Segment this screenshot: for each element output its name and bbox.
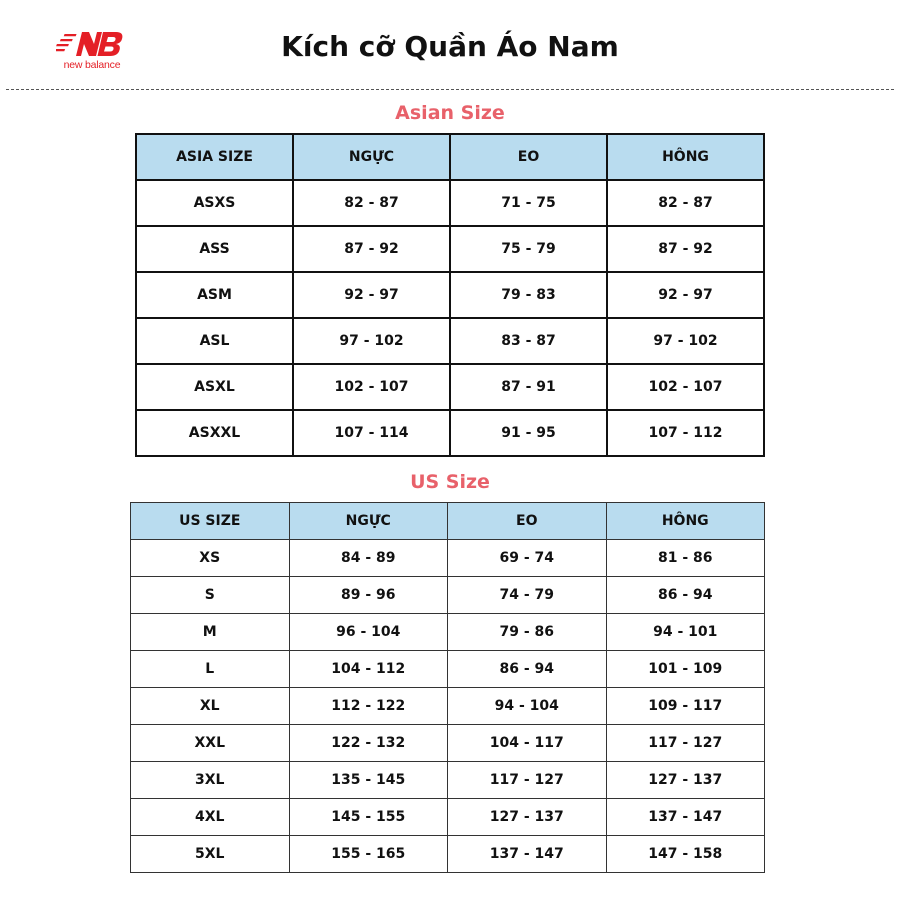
- chest-cell: 122 - 132: [289, 725, 448, 762]
- table-row: [136, 410, 764, 456]
- waist-cell: 74 - 79: [448, 577, 607, 614]
- table-row: [131, 540, 765, 577]
- chest-cell: 89 - 96: [289, 577, 448, 614]
- column-header: ASIA SIZE: [136, 134, 293, 180]
- chest-cell: 107 - 114: [293, 410, 450, 456]
- table-row: [131, 799, 765, 836]
- column-header: HÔNG: [606, 503, 765, 540]
- hip-cell: 147 - 158: [606, 836, 765, 873]
- size-cell: ASXL: [136, 364, 293, 410]
- hip-cell: 86 - 94: [606, 577, 765, 614]
- waist-cell: 79 - 83: [450, 272, 607, 318]
- chest-cell: 155 - 165: [289, 836, 448, 873]
- table-header-row: [136, 134, 764, 180]
- table-row: [136, 180, 764, 226]
- table-row: [131, 836, 765, 873]
- size-cell: L: [131, 651, 290, 688]
- hip-cell: 97 - 102: [607, 318, 764, 364]
- chest-cell: 82 - 87: [293, 180, 450, 226]
- chest-cell: 92 - 97: [293, 272, 450, 318]
- waist-cell: 75 - 79: [450, 226, 607, 272]
- waist-cell: 71 - 75: [450, 180, 607, 226]
- size-cell: XS: [131, 540, 290, 577]
- hip-cell: 107 - 112: [607, 410, 764, 456]
- table-row: [131, 651, 765, 688]
- size-cell: 5XL: [131, 836, 290, 873]
- hip-cell: 117 - 127: [606, 725, 765, 762]
- size-cell: ASXS: [136, 180, 293, 226]
- waist-cell: 137 - 147: [448, 836, 607, 873]
- dashed-divider: [6, 89, 894, 90]
- column-header: US SIZE: [131, 503, 290, 540]
- chest-cell: 97 - 102: [293, 318, 450, 364]
- column-header: EO: [448, 503, 607, 540]
- chest-cell: 96 - 104: [289, 614, 448, 651]
- hip-cell: 127 - 137: [606, 762, 765, 799]
- waist-cell: 117 - 127: [448, 762, 607, 799]
- size-cell: XL: [131, 688, 290, 725]
- table-row: [136, 226, 764, 272]
- us-size-table: [130, 502, 765, 873]
- table-row: [136, 318, 764, 364]
- hip-cell: 92 - 97: [607, 272, 764, 318]
- size-cell: ASXXL: [136, 410, 293, 456]
- table-row: [136, 272, 764, 318]
- column-header: HÔNG: [607, 134, 764, 180]
- waist-cell: 79 - 86: [448, 614, 607, 651]
- page-title: Kích cỡ Quần Áo Nam: [281, 30, 619, 63]
- chest-cell: 84 - 89: [289, 540, 448, 577]
- waist-cell: 87 - 91: [450, 364, 607, 410]
- waist-cell: 127 - 137: [448, 799, 607, 836]
- table-row: [131, 762, 765, 799]
- table-row: [131, 725, 765, 762]
- size-cell: ASM: [136, 272, 293, 318]
- waist-cell: 86 - 94: [448, 651, 607, 688]
- hip-cell: 82 - 87: [607, 180, 764, 226]
- asian-size-table: [135, 133, 765, 457]
- table-row: [131, 577, 765, 614]
- waist-cell: 104 - 117: [448, 725, 607, 762]
- table-row: [136, 364, 764, 410]
- waist-cell: 69 - 74: [448, 540, 607, 577]
- waist-cell: 94 - 104: [448, 688, 607, 725]
- size-cell: ASS: [136, 226, 293, 272]
- chest-cell: 112 - 122: [289, 688, 448, 725]
- size-cell: XXL: [131, 725, 290, 762]
- waist-cell: 83 - 87: [450, 318, 607, 364]
- asian-size-title: Asian Size: [395, 102, 505, 124]
- hip-cell: 109 - 117: [606, 688, 765, 725]
- hip-cell: 94 - 101: [606, 614, 765, 651]
- hip-cell: 137 - 147: [606, 799, 765, 836]
- hip-cell: 87 - 92: [607, 226, 764, 272]
- column-header: NGỰC: [293, 134, 450, 180]
- brand-name: new balance: [63, 59, 121, 71]
- chest-cell: 145 - 155: [289, 799, 448, 836]
- column-header: NGỰC: [289, 503, 448, 540]
- hip-cell: 81 - 86: [606, 540, 765, 577]
- size-cell: S: [131, 577, 290, 614]
- chest-cell: 135 - 145: [289, 762, 448, 799]
- hip-cell: 101 - 109: [606, 651, 765, 688]
- table-header-row: [131, 503, 765, 540]
- size-cell: M: [131, 614, 290, 651]
- us-size-title: US Size: [410, 471, 490, 493]
- hip-cell: 102 - 107: [607, 364, 764, 410]
- chest-cell: 102 - 107: [293, 364, 450, 410]
- chest-cell: 87 - 92: [293, 226, 450, 272]
- size-cell: 3XL: [131, 762, 290, 799]
- table-row: [131, 614, 765, 651]
- size-cell: ASL: [136, 318, 293, 364]
- column-header: EO: [450, 134, 607, 180]
- waist-cell: 91 - 95: [450, 410, 607, 456]
- table-row: [131, 688, 765, 725]
- chest-cell: 104 - 112: [289, 651, 448, 688]
- size-cell: 4XL: [131, 799, 290, 836]
